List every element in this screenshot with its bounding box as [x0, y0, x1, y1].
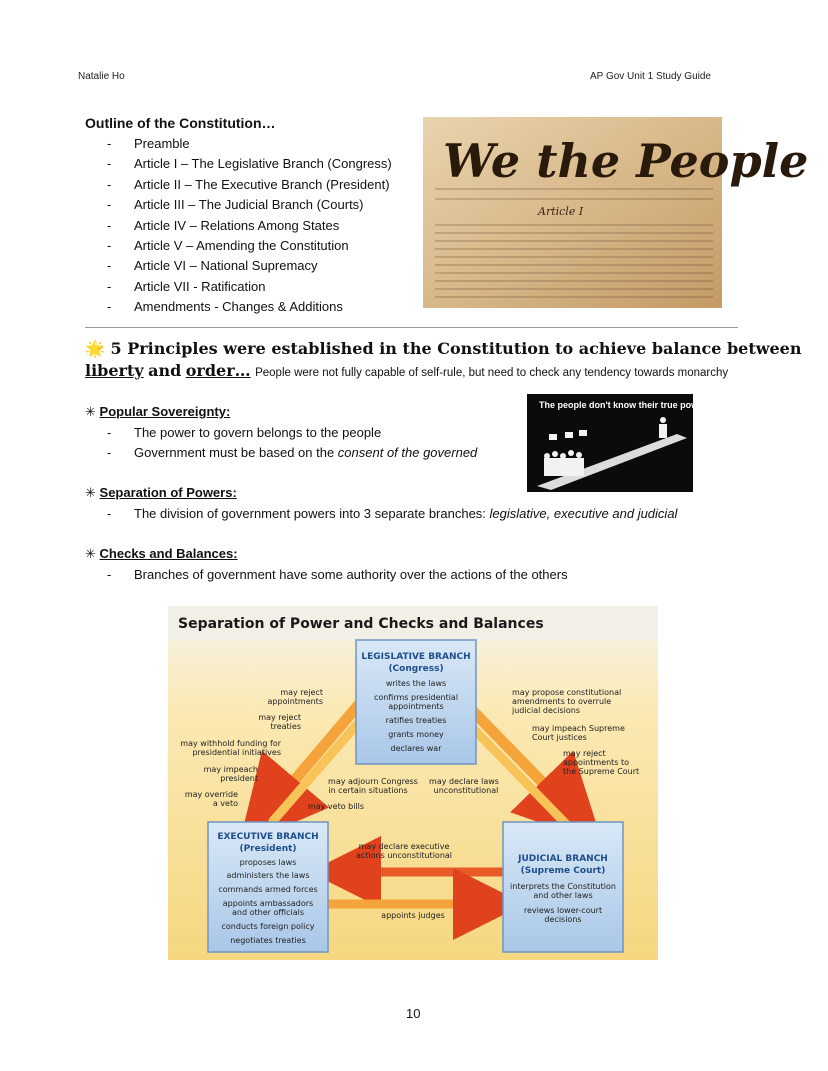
list-item: - Article II – The Executive Branch (President) [85, 175, 425, 195]
list-item: - Preamble [85, 134, 425, 154]
executive-item: commands armed forces [218, 885, 318, 894]
cartoon-caption: The people don't know their true power... [539, 400, 714, 410]
checks-list [85, 565, 745, 585]
section-title: Popular Sovereignty: [99, 404, 231, 419]
legislative-item: ratifies treaties [385, 716, 447, 725]
executive-item: administers the laws [226, 871, 310, 880]
label-reject-appointments: may reject [280, 688, 323, 697]
order-word: order… [185, 361, 251, 380]
label-reject-treaties: treaties [270, 722, 301, 731]
legislative-item: appointments [388, 702, 444, 711]
section-separation-of-powers [85, 485, 237, 501]
list-item: - Article I – The Legislative Branch (Congress) [85, 154, 425, 174]
executive-item: appoints ambassadors [222, 899, 314, 908]
label-reject-justices: the Supreme Court [563, 767, 640, 776]
label-adjourn: may adjourn Congress [328, 777, 418, 786]
list-item: - Government must be based on the consent of the governed [85, 443, 525, 463]
principles-heading-text: 5 Principles were established in the Constitution to achieve balance between [110, 339, 802, 358]
label-appoints-judges: appoints judges [381, 911, 445, 920]
label-override-veto: a veto [212, 799, 238, 808]
judicial-item: decisions [544, 915, 582, 924]
outline-title: Outline of the Constitution… [85, 115, 276, 131]
judicial-item: and other laws [533, 891, 593, 900]
header-left: Natalie Ho [78, 71, 125, 82]
list-item: - Article III – The Judicial Branch (Courts) [85, 195, 425, 215]
executive-item: proposes laws [239, 858, 297, 867]
we-the-people-text: We the People [443, 134, 809, 188]
section-popular-sovereignty [85, 404, 230, 420]
label-reject-justices: may reject [563, 749, 606, 758]
label-reject-treaties: may reject [258, 713, 301, 722]
cartoon-image [527, 394, 714, 492]
label-impeach-justices: may impeach Supreme [532, 724, 625, 733]
executive-title: EXECUTIVE BRANCH [217, 832, 319, 842]
principles-heading [85, 339, 801, 358]
section-checks-and-balances [85, 546, 238, 562]
executive-item: negotiates treaties [230, 936, 306, 945]
liberty-word: liberty [85, 361, 144, 380]
executive-sub: (President) [239, 844, 297, 854]
legislative-title: LEGISLATIVE BRANCH [361, 652, 471, 662]
list-item: - The division of government powers into 3 separate branches: legislative, executive and judicial [85, 504, 745, 524]
separation-list [85, 504, 745, 524]
list-item: - Amendments - Changes & Additions [85, 297, 425, 317]
label-veto-bills: may veto bills [307, 802, 365, 811]
popular-sovereignty-list [85, 423, 525, 464]
label-declare-laws: unconstitutional [433, 786, 499, 795]
executive-item: and other officials [232, 908, 304, 917]
asterisk-icon: ✳ [85, 485, 96, 500]
label-reject-appointments: appointments [267, 697, 323, 706]
legislative-item: declares war [390, 744, 442, 753]
judicial-item: interprets the Constitution [510, 882, 616, 891]
label-override-veto: may override [184, 790, 238, 799]
section-title: Checks and Balances: [99, 546, 238, 561]
label-declare-laws: may declare laws [429, 777, 499, 786]
label-declare-executive: actions unconstitutional [355, 851, 453, 860]
label-adjourn: in certain situations [328, 786, 408, 795]
list-item: - Article V – Amending the Constitution [85, 236, 425, 256]
legislative-item: confirms presidential [373, 693, 459, 702]
label-propose-amendments: amendments to overrule [512, 697, 612, 706]
asterisk-icon: ✳ [85, 546, 96, 561]
list-item: - Article VI – National Supremacy [85, 256, 425, 276]
legislative-sub: (Congress) [388, 664, 444, 674]
page-number: 10 [406, 1006, 421, 1021]
legislative-item: writes the laws [385, 679, 447, 688]
diagram-title: Separation of Power and Checks and Balances [178, 616, 544, 632]
label-reject-justices: appointments to [563, 758, 630, 767]
divider [85, 327, 738, 328]
label-propose-amendments: judicial decisions [512, 706, 581, 715]
list-item: - Article IV – Relations Among States [85, 216, 425, 236]
label-withhold-funding: presidential initiatives [192, 748, 281, 757]
outline-list [85, 134, 425, 318]
label-impeach-president: may impeach [203, 765, 258, 774]
judicial-title: JUDICIAL BRANCH [518, 854, 608, 864]
article-one-text: Article I [538, 205, 584, 218]
separation-of-powers-diagram [168, 606, 658, 960]
judicial-sub: (Supreme Court) [520, 866, 606, 876]
asterisk-icon: ✳ [85, 404, 96, 419]
executive-item: conducts foreign policy [221, 922, 315, 931]
principles-subline [85, 361, 728, 381]
label-impeach-president: president [220, 774, 258, 783]
header-right: AP Gov Unit 1 Study Guide [590, 71, 711, 82]
legislative-item: grants money [388, 730, 444, 739]
list-item: - Article VII - Ratification [85, 277, 425, 297]
principles-note: People were not fully capable of self-rule, but need to check any tendency towards monarchy [255, 367, 729, 379]
label-propose-amendments: may propose constitutional [512, 688, 622, 697]
label-withhold-funding: may withhold funding for [180, 739, 281, 748]
judicial-item: reviews lower-court [523, 906, 603, 915]
label-impeach-justices: Court justices [532, 733, 587, 742]
list-item: - The power to govern belongs to the people [85, 423, 525, 443]
svg-text:The people don't know their tr [539, 400, 714, 410]
constitution-image [423, 117, 809, 308]
section-title: Separation of Powers: [99, 485, 237, 500]
and-word: and [148, 361, 182, 380]
list-item: - Branches of government have some authority over the actions of the others [85, 565, 745, 585]
label-declare-executive: may declare executive [358, 842, 450, 851]
star-icon: 🌟 [85, 339, 105, 358]
